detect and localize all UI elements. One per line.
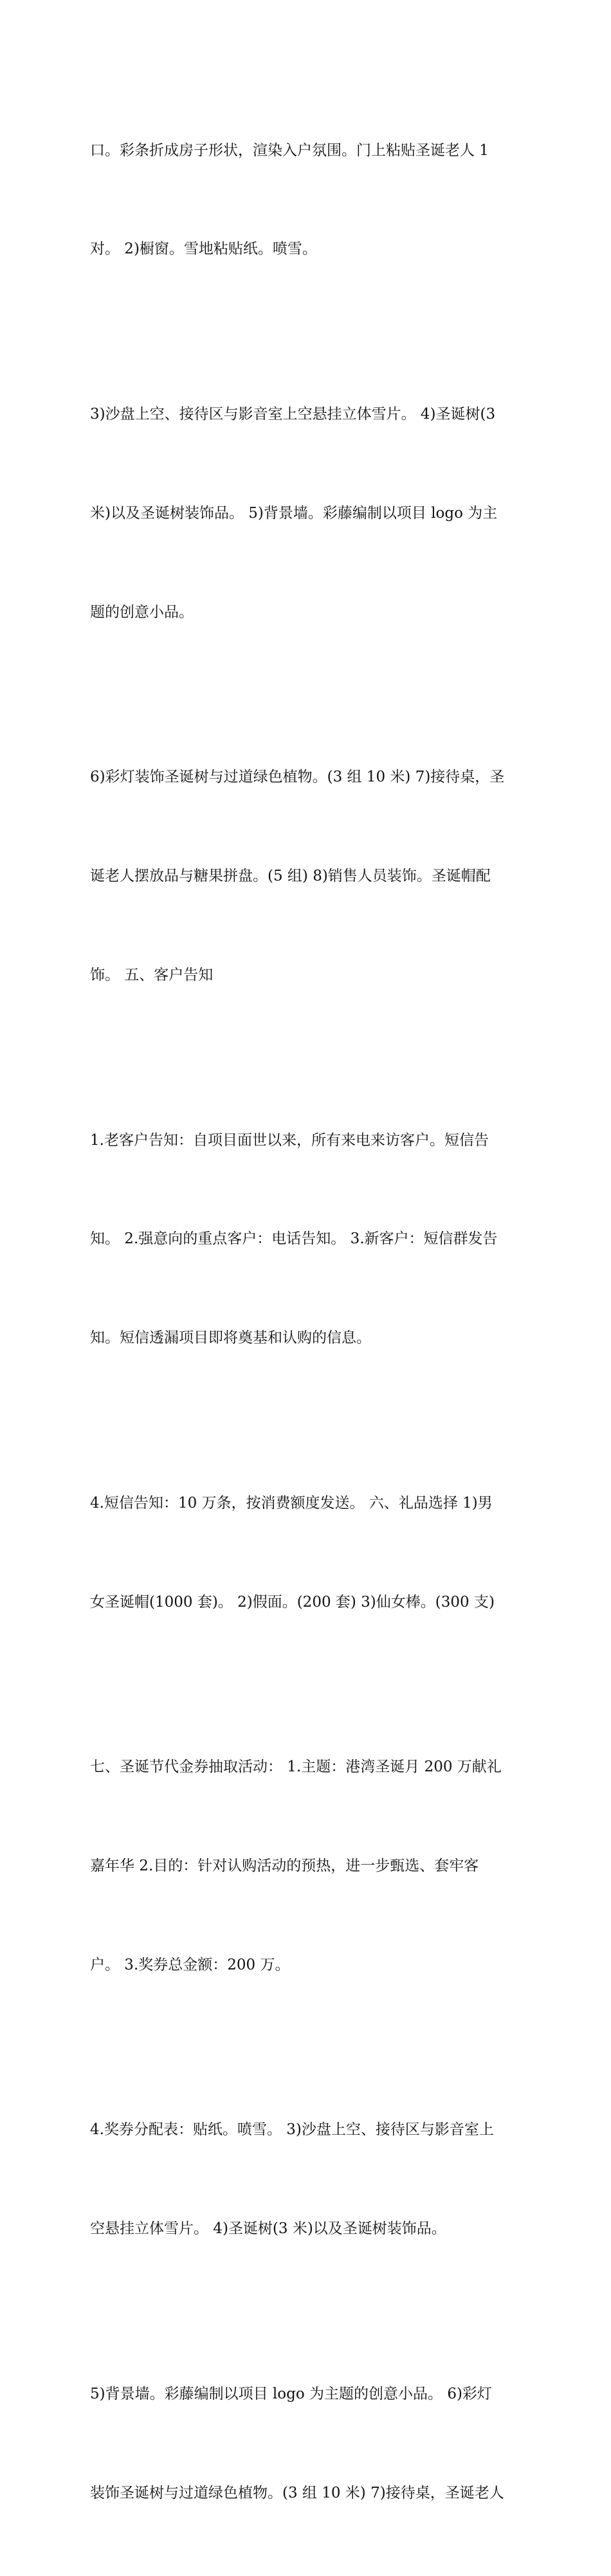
text-line: 诞老人摆放品与糖果拼盘。(5 组) 8)销售人员装饰。圣诞帽配: [90, 868, 491, 885]
text-line: 知。短信透漏项目即将奠基和认购的信息。: [90, 1329, 371, 1347]
text-line: 户。 3.奖券总金额：200 万。: [90, 1956, 290, 1973]
text-line: 米)以及圣诞树装饰品。 5)背景墙。彩藤编制以项目 logo 为主: [90, 504, 498, 522]
paragraph-sms-gifts: [90, 1421, 522, 1685]
text-line: 空悬挂立体雪片。 4)圣诞树(3 米)以及圣诞树装饰品。: [90, 2220, 446, 2238]
text-line: 5)背景墙。彩藤编制以项目 logo 为主题的创意小品。 6)彩灯: [90, 2385, 492, 2402]
text-line: 4.奖券分配表：贴纸。喷雪。 3)沙盘上空、接待区与影音室上: [90, 2121, 494, 2139]
text-line: 知。 2.强意向的重点客户：电话告知。 3.新客户：短信群发告: [90, 1230, 498, 1248]
paragraph-background-wall: [90, 2312, 522, 2575]
text-line: 口。彩条折成房子形状，渲染入户氛围。门上粘贴圣诞老人 1: [90, 142, 489, 159]
paragraph-customer-notice: [90, 1058, 522, 1421]
paragraph-decoration-sandtable: [90, 332, 522, 695]
text-line: 3)沙盘上空、接待区与影音室上空悬挂立体雪片。 4)圣诞树(3: [90, 405, 496, 423]
text-line: 女圣诞帽(1000 套)。 2)假面。(200 套) 3)仙女棒。(300 支): [90, 1593, 495, 1611]
paragraph-decoration-lights: [90, 695, 522, 1058]
text-line: 七、圣诞节代金券抽取活动： 1.主题：港湾圣诞月 200 万献礼: [90, 1758, 502, 1776]
text-line: 4.短信告知：10 万条，按消费额度发送。 六、礼品选择 1)男: [90, 1494, 493, 1512]
paragraph-voucher-activity: [90, 1685, 522, 2048]
text-line: 装饰圣诞树与过道绿色植物。(3 组 10 米) 7)接待桌，圣诞老人: [90, 2484, 504, 2501]
text-line: 对。 2)橱窗。雪地粘贴纸。喷雪。: [90, 241, 317, 258]
text-line: 1.老客户告知：自项目面世以来，所有来电来访客户。短信告: [90, 1131, 489, 1149]
paragraph-decoration-entrance: [90, 68, 522, 332]
text-line: 题的创意小品。: [90, 603, 194, 621]
text-line: 嘉年华 2.目的：针对认购活动的预热，进一步甄选、套牢客: [90, 1858, 479, 1875]
document-body: [90, 68, 522, 2576]
text-line: 6)彩灯装饰圣诞树与过道绿色植物。(3 组 10 米) 7)接待桌，圣: [90, 769, 505, 786]
text-line: 饰。 五、客户告知: [90, 967, 214, 984]
paragraph-voucher-allocation: [90, 2048, 522, 2312]
